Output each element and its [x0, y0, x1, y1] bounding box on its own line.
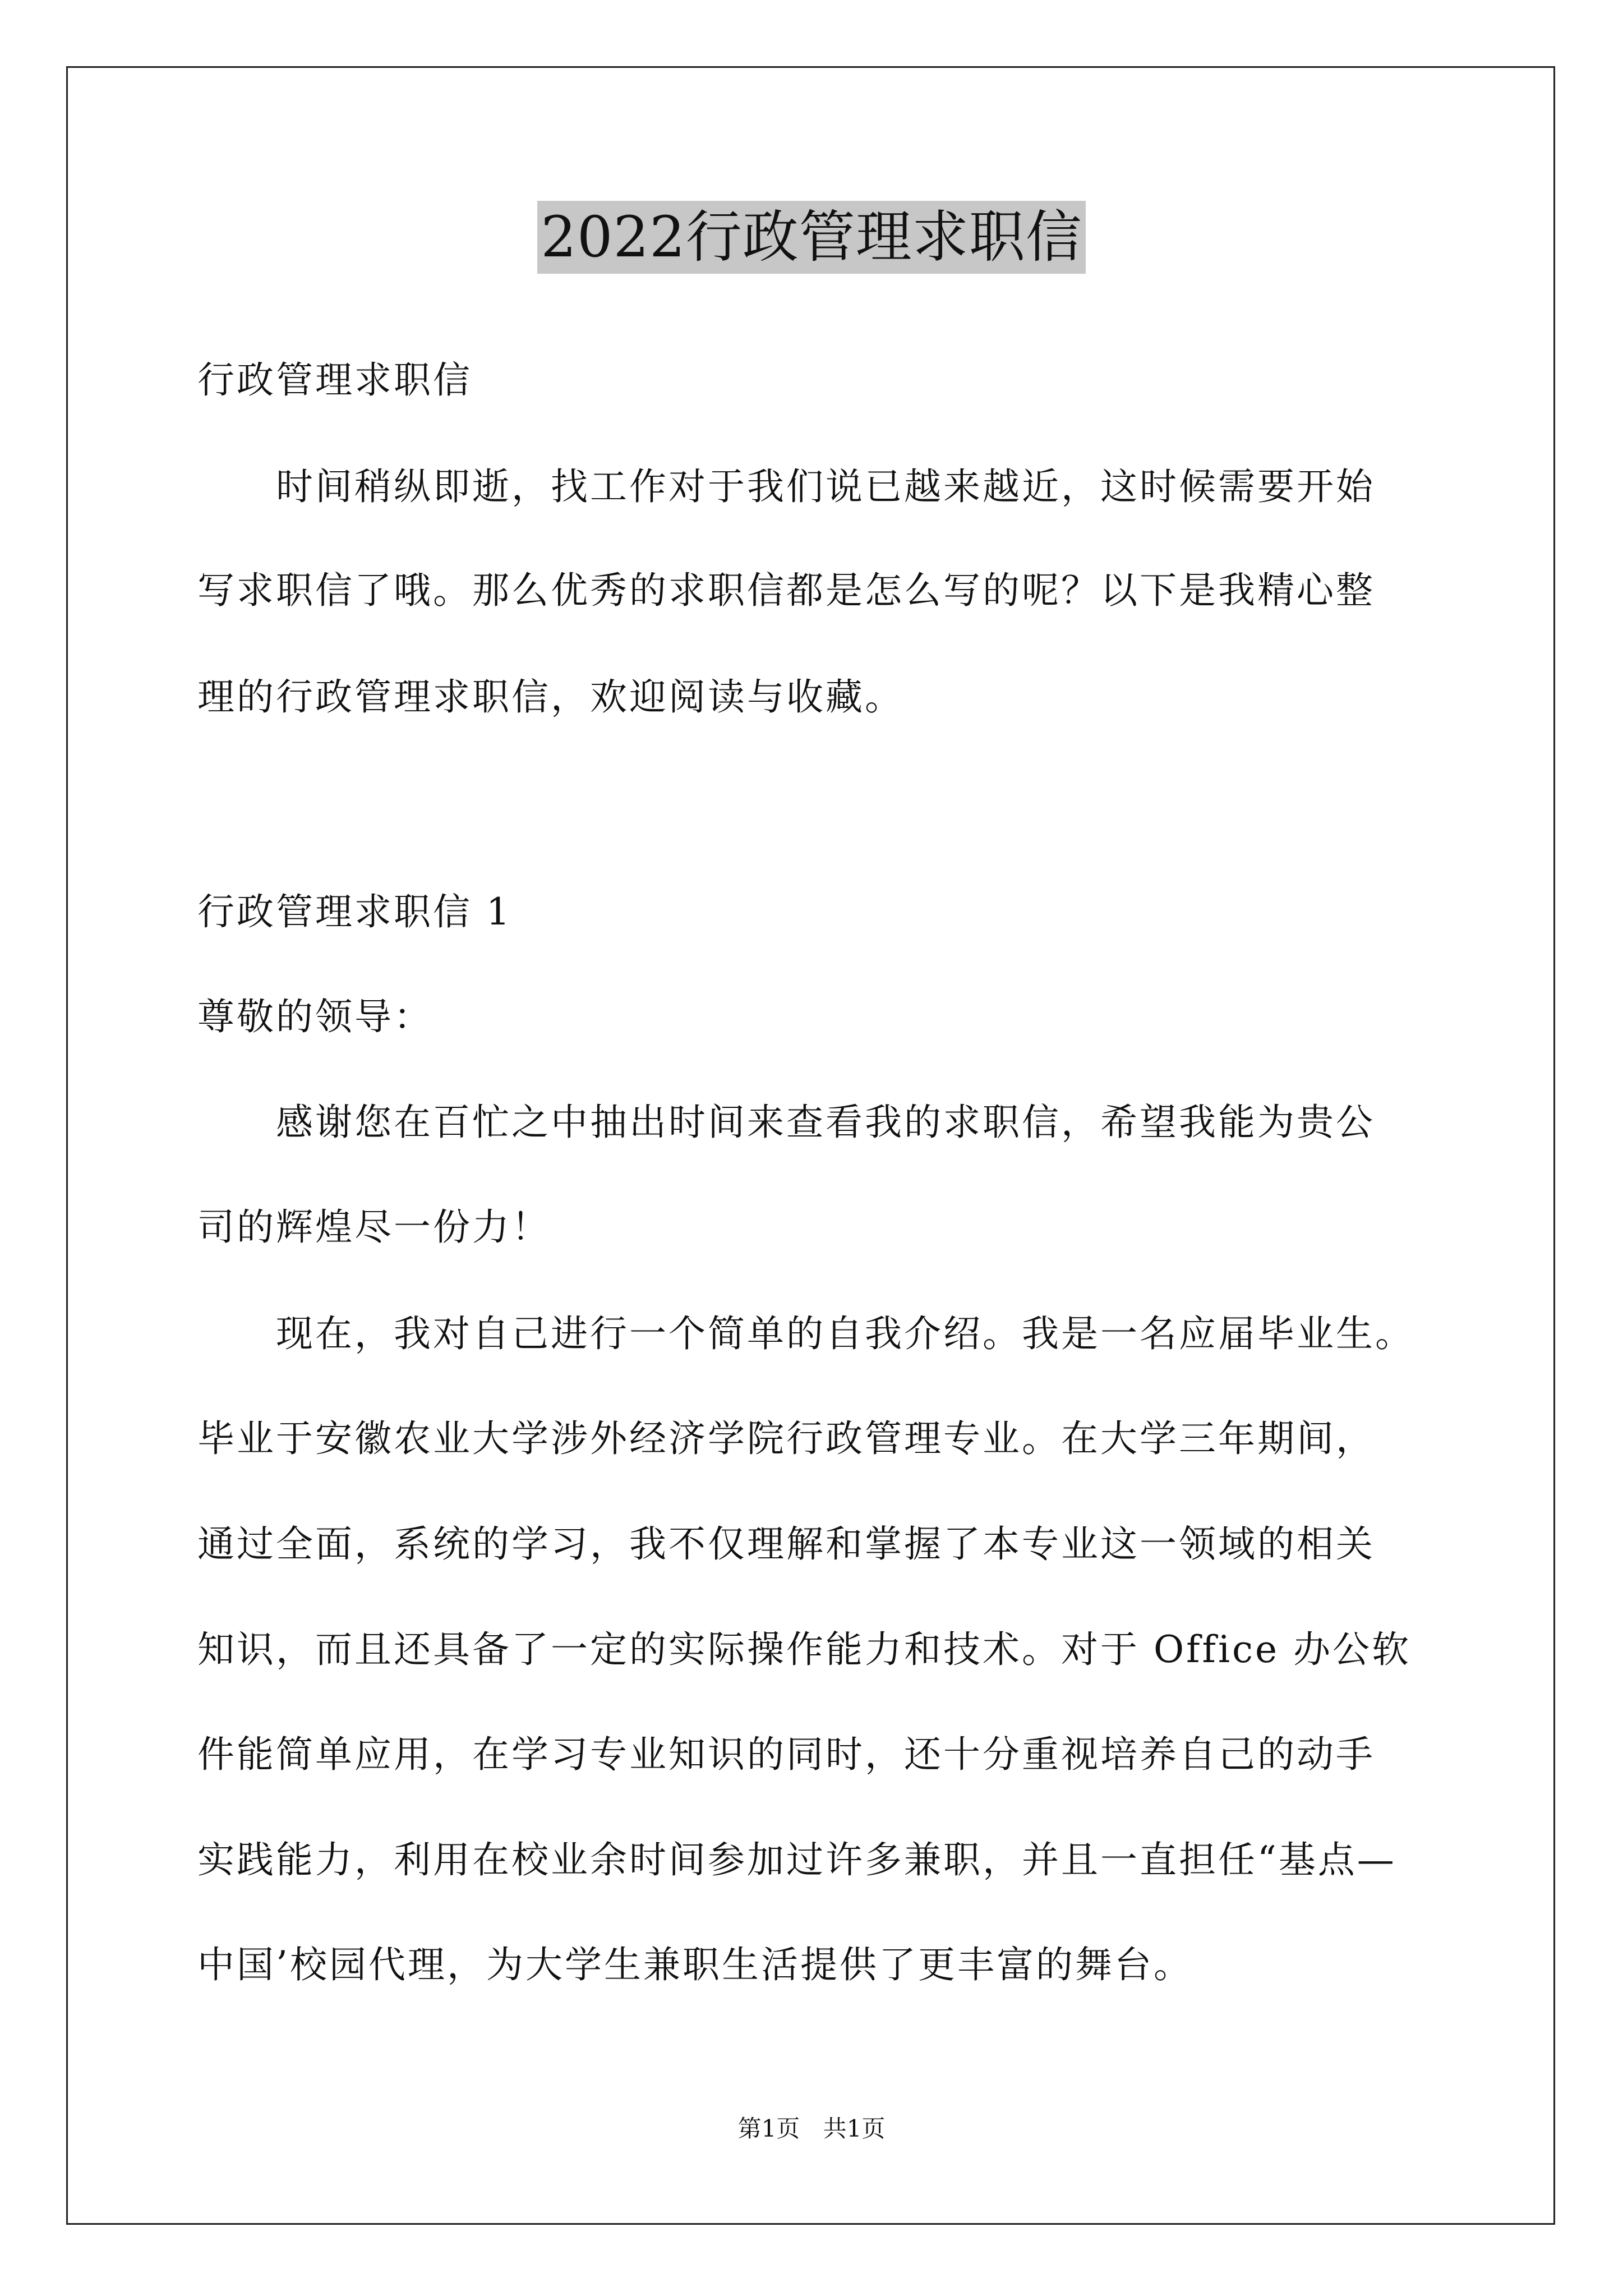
intro-line: 理的行政管理求职信，欢迎阅读与收藏。: [197, 675, 904, 719]
salutation: 尊敬的领导：: [197, 995, 433, 1038]
title-container: [0, 201, 1623, 274]
paragraph-line: 通过全面，系统的学习，我不仅理解和掌握了本专业这一领域的相关: [197, 1522, 1375, 1566]
page-number: 第1页: [737, 2115, 800, 2142]
paragraph-line: 知识，而且还具备了一定的实际操作能力和技术。对于 Office 办公软: [197, 1628, 1412, 1671]
paragraph-line: 毕业于安徽农业大学涉外经济学院行政管理专业。在大学三年期间，: [197, 1417, 1375, 1460]
subtitle: 行政管理求职信: [197, 358, 472, 402]
paragraph-line: 中国’校园代理，为大学生兼职生活提供了更丰富的舞台。: [197, 1943, 1193, 1986]
intro-line: 写求职信了哦。那么优秀的求职信都是怎么写的呢？以下是我精心整: [197, 569, 1375, 612]
paragraph-line: 司的辉煌尽一份力！: [197, 1205, 551, 1249]
page-footer: [0, 2115, 1623, 2143]
section-heading: 行政管理求职信 1: [197, 890, 512, 933]
paragraph-line: 感谢您在百忙之中抽出时间来查看我的求职信，希望我能为贵公: [197, 1101, 1375, 1144]
paragraph-line: 件能简单应用，在学习专业知识的同时，还十分重视培养自己的动手: [197, 1733, 1375, 1776]
intro-line: 时间稍纵即逝，找工作对于我们说已越来越近，这时候需要开始: [197, 465, 1375, 508]
paragraph-line: 实践能力，利用在校业余时间参加过许多兼职，并且一直担任“基点—: [197, 1838, 1396, 1881]
document-title: 2022行政管理求职信: [537, 201, 1086, 274]
page-total: 共1页: [823, 2115, 886, 2142]
paragraph-line: 现在，我对自己进行一个简单的自我介绍。我是一名应届毕业生。: [197, 1312, 1414, 1355]
